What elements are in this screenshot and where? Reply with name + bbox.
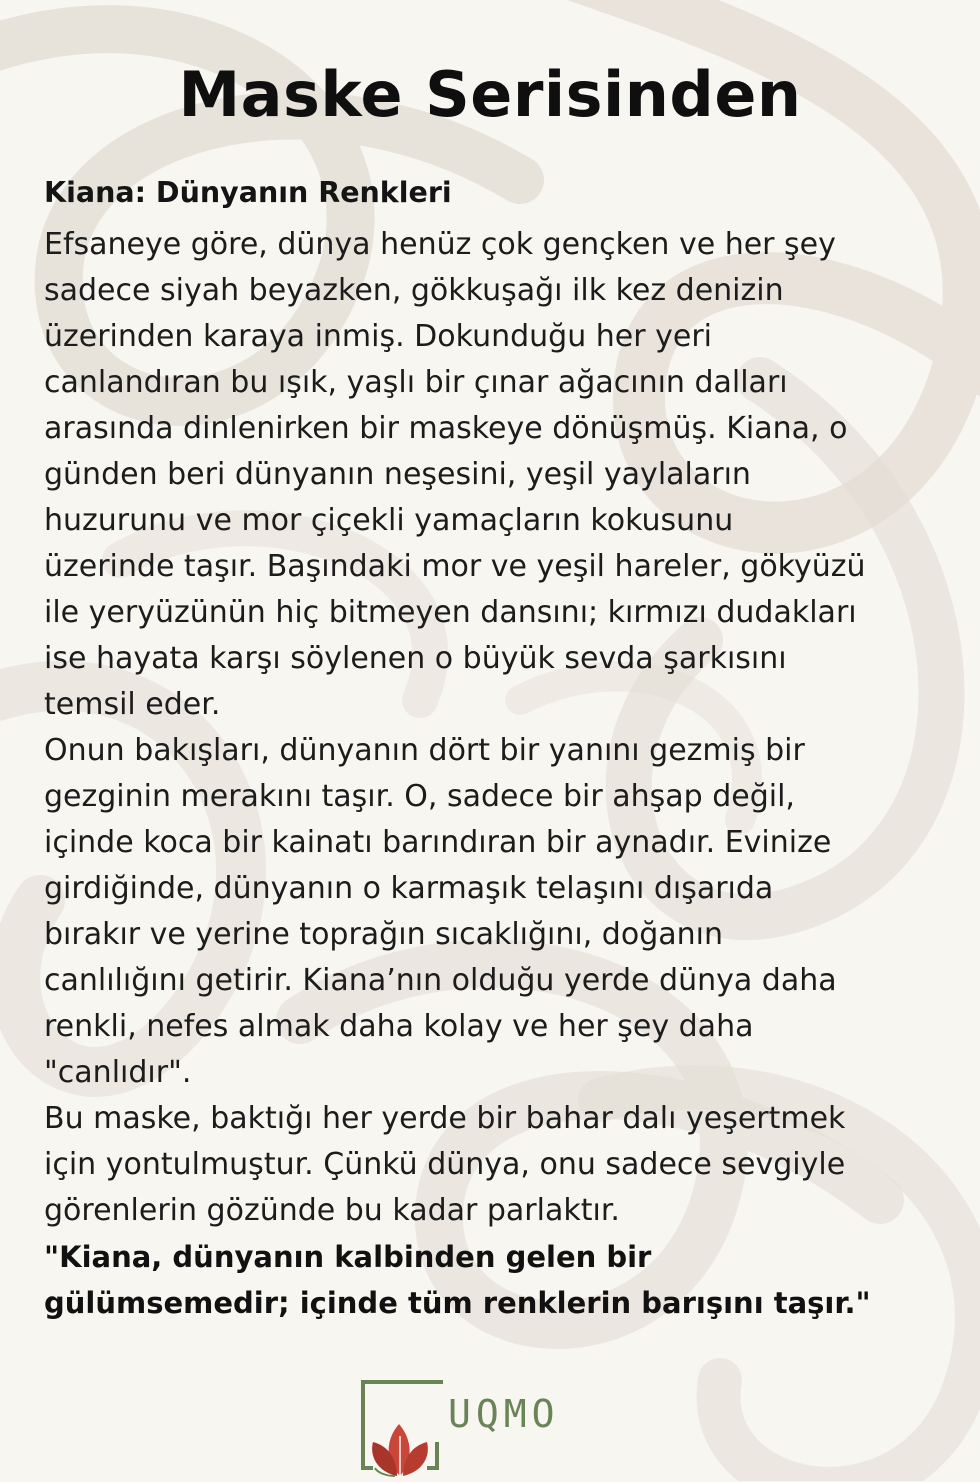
story-line: Efsaneye göre, dünya henüz çok gençken ve her şey: [44, 227, 836, 262]
story-line: huzurunu ve mor çiçekli yamaçların kokusunu: [44, 503, 734, 538]
story-line: girdiğinde, dünyanın o karmaşık telaşını dışarıda: [44, 871, 774, 906]
story-line: canlandıran bu ışık, yaşlı bir çınar ağacının dalları: [44, 365, 788, 400]
story-line: ise hayata karşı söylenen o büyük sevda şarkısını: [44, 641, 787, 676]
story-line: Onun bakışları, dünyanın dört bir yanını gezmiş bir: [44, 733, 805, 768]
story-line: "canlıdır".: [44, 1055, 192, 1090]
page-title: Maske Serisinden: [178, 58, 802, 131]
story-line: renkli, nefes almak daha kolay ve her şey daha: [44, 1009, 754, 1044]
story-line: görenlerin gözünde bu kadar parlaktır.: [44, 1193, 620, 1228]
story-line: üzerinde taşır. Başındaki mor ve yeşil hareler, gökyüzü: [44, 549, 866, 584]
story-line: üzerinden karaya inmiş. Dokunduğu her yeri: [44, 319, 712, 354]
story-line: için yontulmuştur. Çünkü dünya, onu sadece sevgiyle: [44, 1147, 846, 1182]
story-subtitle: Kiana: Dünyanın Renkleri: [44, 176, 452, 209]
story-line: ile yeryüzünün hiç bitmeyen dansını; kırmızı dudakları: [44, 595, 857, 630]
story-line: canlılığını getirir. Kiana’nın olduğu yerde dünya daha: [44, 963, 837, 998]
story-line: günden beri dünyanın neşesini, yeşil yaylaların: [44, 457, 751, 492]
story-line: gezginin merakını taşır. O, sadece bir ahşap değil,: [44, 779, 795, 814]
closing-quote-line: "Kiana, dünyanın kalbinden gelen bir: [44, 1240, 652, 1274]
story-line: temsil eder.: [44, 687, 221, 722]
story-line: arasında dinlenirken bir maskeye dönüşmüş. Kiana, o: [44, 411, 848, 446]
brand-wordmark: UQMO: [448, 1392, 560, 1436]
story-line: içinde koca bir kainatı barındıran bir aynadır. Evinize: [44, 825, 832, 860]
story-line: sadece siyah beyazken, gökkuşağı ilk kez denizin: [44, 273, 784, 308]
story-body: [44, 222, 944, 1326]
story-line: bırakır ve yerine toprağın sıcaklığını, doğanın: [44, 917, 723, 952]
closing-quote-line: gülümsemedir; içinde tüm renklerin barışını taşır.": [44, 1286, 871, 1320]
story-line: Bu maske, baktığı her yerde bir bahar dalı yeşertmek: [44, 1101, 846, 1136]
